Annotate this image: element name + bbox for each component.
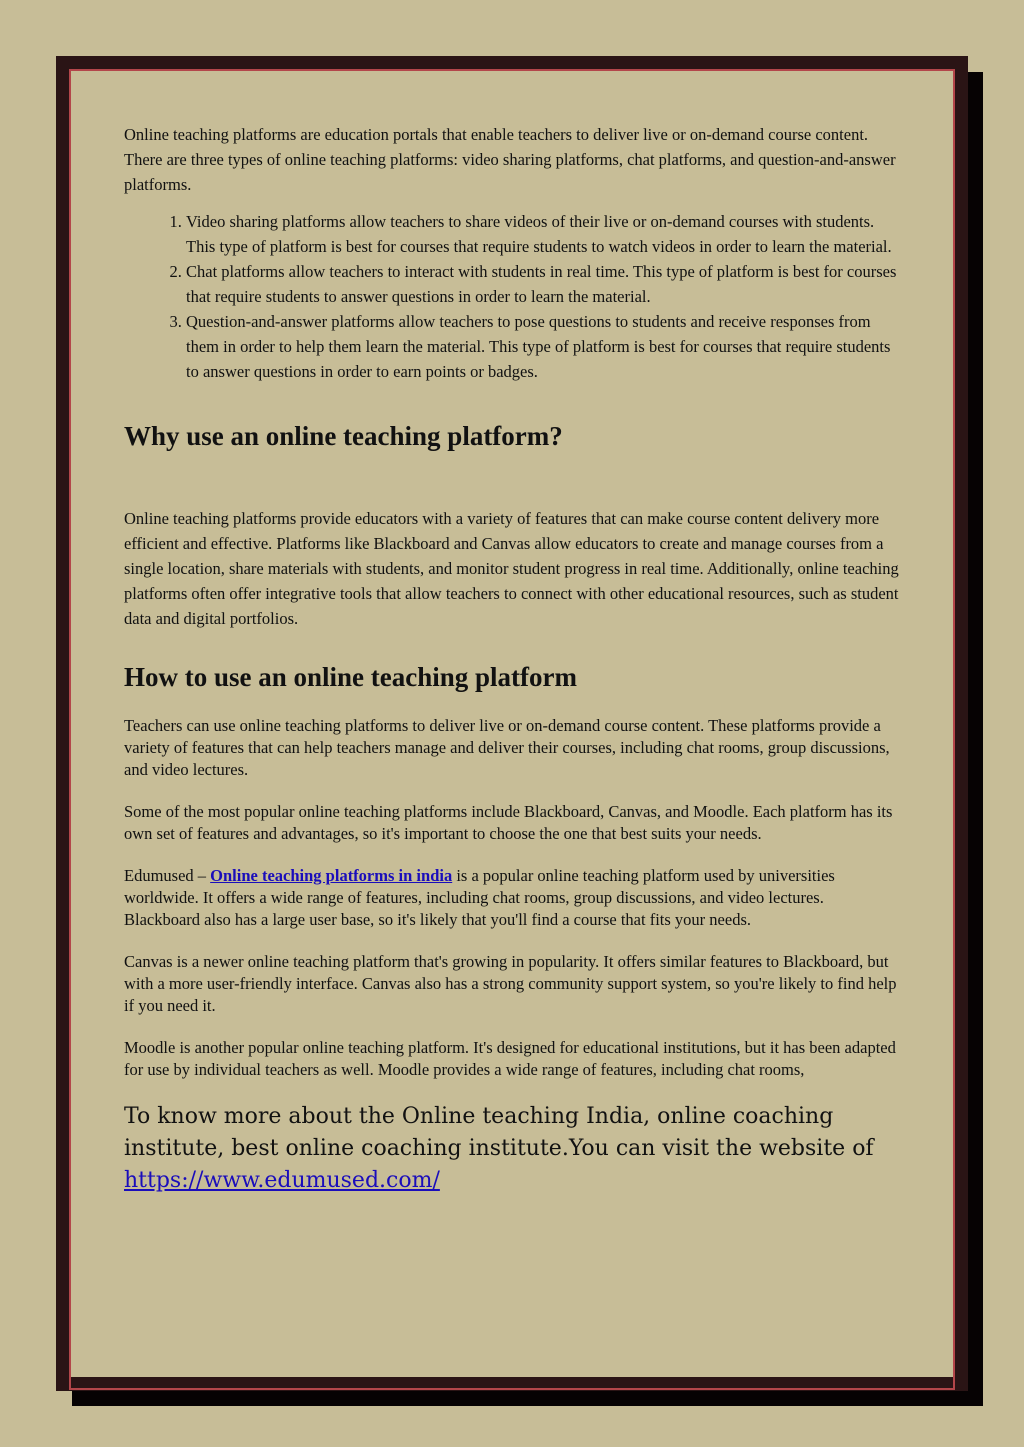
website-link[interactable]: https://www.edumused.com/ <box>124 1168 440 1193</box>
how-paragraph-4: Canvas is a newer online teaching platform that's growing in popularity. It offers similar features to Blackboard, but with a more user-friendly interface. Canvas also has a strong community support system, so you're likely to find help if you need it. <box>124 952 897 1015</box>
cta-text: To know more about the Online teaching India, online coaching institute, best online coaching institute.You can visit the website of <box>124 1104 874 1161</box>
edumused-suffix: is a popular online teaching platform used by universities worldwide. It offers a wide range of features, including chat rooms, group discussions, and video lectures. Blackboard also has a large user base, so it's likely that you'll find a course that fits your needs. <box>124 866 835 929</box>
list-item-question-answer: 3. Question-and-answer platforms allow teachers to pose questions to students and receive responses from them in order to help them learn the material. This type of platform is best for courses that require students to answer questions in order to earn points or badges. <box>186 309 904 384</box>
online-teaching-platforms-link[interactable]: Online teaching platforms in india <box>210 866 453 885</box>
list-item-video-sharing: 1. Video sharing platforms allow teachers to share videos of their live or on-demand courses with students. This type of platform is best for courses that require students to watch videos in order to learn the material. <box>186 209 904 259</box>
edumused-prefix: Edumused – <box>124 866 211 885</box>
intro-paragraph: Online teaching platforms are education portals that enable teachers to deliver live or on-demand course content. There are three types of online teaching platforms: video sharing platforms, chat platforms, and question-and-answer platforms. <box>124 125 896 194</box>
platform-types-list <box>124 209 904 384</box>
list-item-chat: 2. Chat platforms allow teachers to interact with students in real time. This type of platform is best for courses that require students to answer questions in order to learn the material. <box>186 259 904 309</box>
why-paragraph: Online teaching platforms provide educators with a variety of features that can make course content delivery more efficient and effective. Platforms like Blackboard and Canvas allow educators to create and manage courses from a single location, share materials with students, and monitor student progress in real time. Additionally, online teaching platforms often offer integrative tools that allow teachers to connect with other educational resources, such as student data and digital portfolios. <box>124 509 899 628</box>
how-paragraph-3 <box>124 865 904 931</box>
how-paragraph-5: Moodle is another popular online teaching platform. It's designed for educational institutions, but it has been adapted for use by individual teachers as well. Moodle provides a wide range of features, including chat rooms, <box>124 1038 896 1079</box>
how-paragraph-2: Some of the most popular online teaching platforms include Blackboard, Canvas, and Moodle. Each platform has its own set of features and advantages, so it's important to choose the one that best suits your needs. <box>124 802 893 843</box>
why-heading: Why use an online teaching platform? <box>124 421 563 451</box>
how-paragraph-1: Teachers can use online teaching platforms to deliver live or on-demand course content. These platforms provide a variety of features that can help teachers manage and deliver their courses, including chat rooms, group discussions, and video lectures. <box>124 716 890 779</box>
how-heading: How to use an online teaching platform <box>124 662 578 692</box>
cta-paragraph <box>124 1101 904 1197</box>
document-content <box>124 122 904 1197</box>
